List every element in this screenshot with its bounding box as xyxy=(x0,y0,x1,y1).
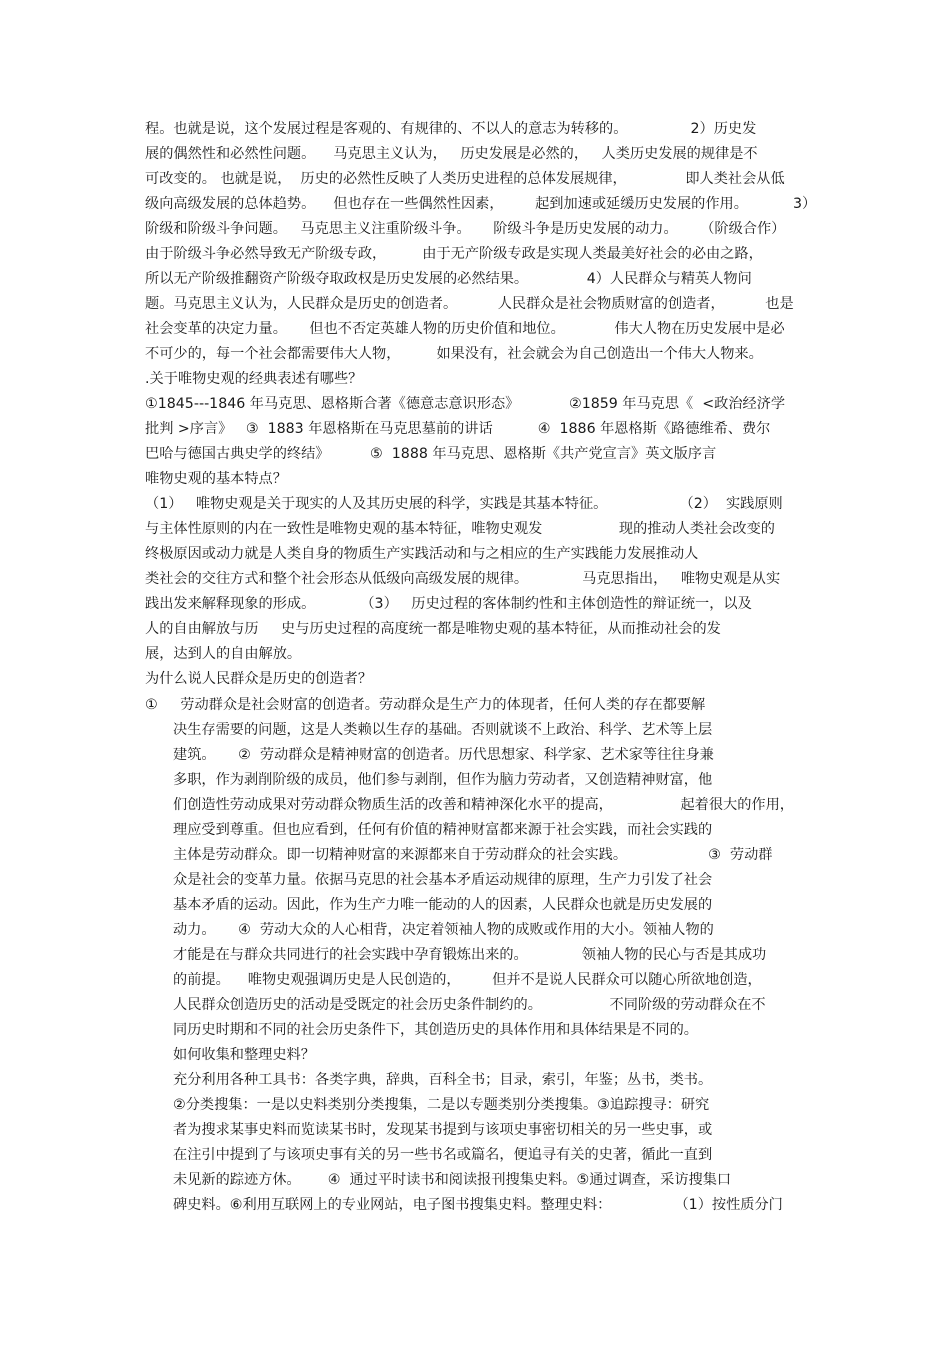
text-line: 基本矛盾的运动。因此，作为生产力唯一能动的人的因素，人民群众也就是历史发展的 xyxy=(173,897,713,913)
text-line: 践出发来解释现象的形成。 （3） 历史过程的客体制约性和主体创造性的辩证统一，以及 xyxy=(145,596,752,612)
text-line: 阶级和阶级斗争问题。 马克思主义注重阶级斗争。 阶级斗争是历史发展的动力。 （阶级合作） xyxy=(145,221,786,237)
section-heading: .关于唯物史观的经典表述有哪些？ xyxy=(145,371,363,387)
text-line: 与主体性原则的内在一致性是唯物史观的基本特征，唯物史观发 现的推动人类社会改变的 xyxy=(145,521,775,537)
text-line: 未见新的踪迹方休。 ④ 通过平时读书和阅读报刊搜集史料。⑤通过调查，采访搜集口 xyxy=(173,1172,732,1188)
text-line: 展的偶然性和必然性问题。 马克思主义认为， 历史发展是必然的， 人类历史发展的规律是不 xyxy=(145,146,758,162)
text-line: 可改变的。 也就是说， 历史的必然性反映了人类历史进程的总体发展规律， 即人类社会从低 xyxy=(145,171,785,187)
text-line: 不可少的，每一个社会都需要伟大人物， 如果没有，社会就会为自己创造出一个伟大人物来。 xyxy=(145,346,763,362)
text-line: 社会变革的决定力量。 但也不否定英雄人物的历史价值和地位。 伟大人物在历史发展中是必 xyxy=(145,321,785,337)
text-line: 由于阶级斗争必然导致无产阶级专政， 由于无产阶级专政是实现人类最美好社会的必由之路， xyxy=(145,246,763,262)
text-line: 充分利用各种工具书：各类字典，辞典，百科全书；目录，索引，年鉴；丛书，类书。 xyxy=(173,1072,713,1088)
text-line: 人民群众创造历史的活动是受既定的社会历史条件制约的。 不同阶级的劳动群众在不 xyxy=(173,997,766,1013)
text-line: 同历史时期和不同的社会历史条件下，其创造历史的具体作用和具体结果是不同的。 xyxy=(173,1022,698,1038)
text-line: 的前提。 唯物史观强调历史是人民创造的， 但并不是说人民群众可以随心所欲地创造， xyxy=(173,972,762,988)
text-line: 所以无产阶级推翻资产阶级夺取政权是历史发展的必然结果。 4）人民群众与精英人物问 xyxy=(145,271,752,287)
text-line: 批判 >序言》 ③ 1883 年恩格斯在马克思墓前的讲话 ④ 1886 年恩格斯《路德维希、费尔 xyxy=(145,421,771,437)
text-line: 展，达到人的自由解放。 xyxy=(145,646,302,662)
text-line: ① 劳动群众是社会财富的创造者。劳动群众是生产力的体现者，任何人类的存在都要解 xyxy=(145,697,706,713)
text-line: 们创造性劳动成果对劳动群众物质生活的改善和精神深化水平的提高， 起着很大的作用， xyxy=(173,797,794,813)
text-line: ①1845---1846 年马克思、恩格斯合著《德意志意识形态》 ②1859 年马克思《 <政治经济学 xyxy=(145,396,786,412)
text-line: 程。也就是说，这个发展过程是客观的、有规律的、不以人的意志为转移的。 2）历史发 xyxy=(145,121,757,137)
text-line: 理应受到尊重。但也应看到，任何有价值的精神财富都来源于社会实践，而社会实践的 xyxy=(173,822,713,838)
text-line: 类社会的交往方式和整个社会形态从低级向高级发展的规律。 马克思指出， 唯物史观是从实 xyxy=(145,571,781,587)
text-line: 巴哈与德国古典史学的终结》 ⑤ 1888 年马克思、恩格斯《共产党宣言》英文版序言 xyxy=(145,446,717,462)
text-line: 题。马克思主义认为，人民群众是历史的创造者。 人民群众是社会物质财富的创造者， 也是 xyxy=(145,296,794,312)
text-line: 动力。 ④ 劳动大众的人心相背，决定着领袖人物的成败或作用的大小。领袖人物的 xyxy=(173,922,714,938)
section-heading: 为什么说人民群众是历史的创造者？ xyxy=(145,671,373,687)
text-line: 在注引中提到了与该项史事有关的另一些书名或篇名，便追寻有关的史著，循此一直到 xyxy=(173,1147,713,1163)
text-line: 主体是劳动群众。即一切精神财富的来源都来自于劳动群众的社会实践。 ③ 劳动群 xyxy=(173,847,773,863)
text-line: 者为搜求某事史料而览读某书时，发现某书提到与该项史事密切相关的另一些史事，或 xyxy=(173,1122,713,1138)
text-line: ②分类搜集：一是以史料类别分类搜集，二是以专题类别分类搜集。③追踪搜寻：研究 xyxy=(173,1097,710,1113)
section-heading: 如何收集和整理史料？ xyxy=(173,1047,315,1063)
text-line: 终极原因或动力就是人类自身的物质生产实践活动和与之相应的生产实践能力发展推动人 xyxy=(145,546,699,562)
text-line: 碑史料。⑥利用互联网上的专业网站，电子图书搜集史料。整理史料： （1）按性质分门 xyxy=(173,1197,783,1213)
text-line: 决生存需要的问题，这是人类赖以生存的基础。否则就谈不上政治、科学、艺术等上层 xyxy=(173,722,713,738)
text-line: 人的自由解放与历 史与历史过程的高度统一都是唯物史观的基本特征，从而推动社会的发 xyxy=(145,621,721,637)
text-line: 建筑。 ② 劳动群众是精神财富的创造者。历代思想家、科学家、艺术家等往往身兼 xyxy=(173,747,714,763)
text-line: 多职，作为剥削阶级的成员，他们参与剥削，但作为脑力劳动者，又创造精神财富，他 xyxy=(173,772,713,788)
text-line: 才能是在与群众共同进行的社会实践中孕育锻炼出来的。 领袖人物的民心与否是其成功 xyxy=(173,947,767,963)
text-line: （1） 唯物史观是关于现实的人及其历史展的科学，实践是其基本特征。 （2） 实践原则 xyxy=(145,496,783,512)
text-line: 众是社会的变革力量。依据马克思的社会基本矛盾运动规律的原理，生产力引发了社会 xyxy=(173,872,713,888)
text-line: 级向高级发展的总体趋势。 但也存在一些偶然性因素， 起到加速或延缓历史发展的作用。 3） xyxy=(145,196,817,212)
section-heading: 唯物史观的基本特点？ xyxy=(145,471,287,487)
